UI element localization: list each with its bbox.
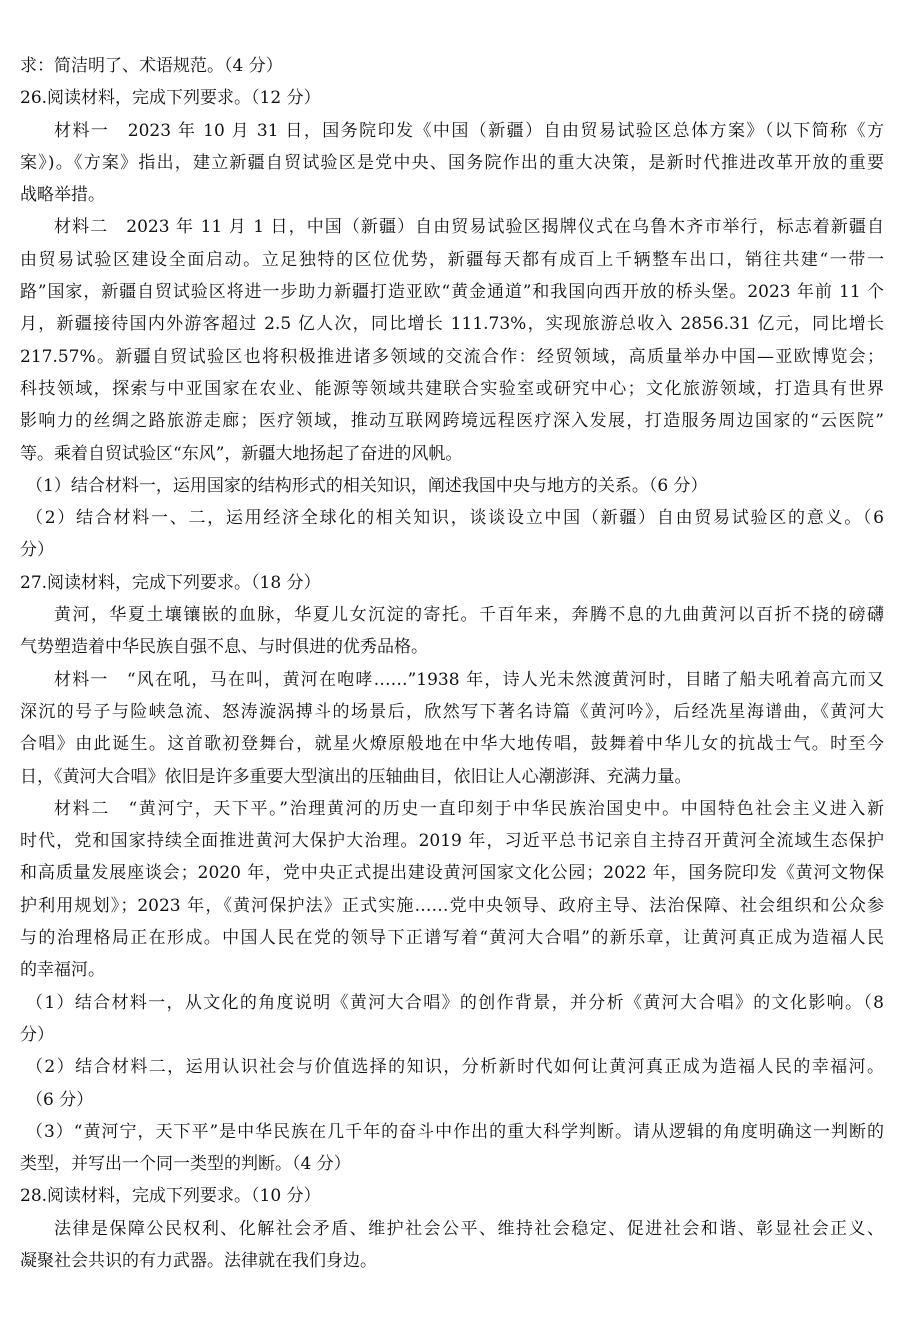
- text-line: 由贸易试验区建设全面启动。立足独特的区位优势，新疆每天都有成百上千辆整车出口，销往共建“一带一: [20, 249, 884, 270]
- text-line: 材料一 “风在吼，马在叫，黄河在咆哮……”1938 年，诗人光未然渡黄河时，目睹了船夫吼着高亢而又: [54, 669, 884, 690]
- text-line: 材料一 2023 年 10 月 31 日，国务院印发《中国（新疆）自由贸易试验区总体方案》（以下简称《方: [54, 120, 884, 141]
- text-line: 黄河，华夏土壤镶嵌的血脉，华夏儿女沉淀的寄托。千百年来，奔腾不息的九曲黄河以百折不挠的磅礴: [54, 605, 884, 626]
- text-line: 深沉的号子与险峡急流、怒涛漩涡搏斗的场景后，欣然写下著名诗篇《黄河吟》，后经冼星海谱曲，《黄河大: [20, 701, 884, 722]
- text-line: 月，新疆接待国内外游客超过 2.5 亿人次，同比增长 111.73%，实现旅游总收入 2856.31 亿元，同比增长: [20, 314, 884, 335]
- text-line: 影响力的丝绸之路旅游走廊；医疗领域，推动互联网跨境远程医疗深入发展，打造服务周边国家的“云医院”: [20, 411, 884, 432]
- text-line: 凝聚社会共识的有力武器。法律就在我们身边。: [20, 1250, 377, 1271]
- text-line: （1）结合材料一，运用国家的结构形式的相关知识，阐述我国中央与地方的关系。（6 分）: [26, 475, 708, 496]
- text-line: 时代，党和国家持续全面推进黄河大保护大治理。2019 年，习近平总书记亲自主持召开黄河全流域生态保护: [20, 831, 884, 852]
- text-line: 和高质量发展座谈会；2020 年，党中央正式提出建设黄河国家文化公园；2022 年，国务院印发《黄河文物保: [20, 863, 884, 884]
- text-line: 案》)。《方案》指出，建立新疆自贸试验区是党中央、国务院作出的重大决策，是新时代推进改革开放的重要: [20, 152, 884, 173]
- text-line: 等。乘着自贸试验区“东风”，新疆大地扬起了奋进的风帆。: [20, 443, 463, 464]
- text-line: 与的治理格局正在形成。中国人民在党的领导下正谱写着“黄河大合唱”的新乐章，让黄河真正成为造福人民: [20, 928, 884, 949]
- text-line: （1）结合材料一，从文化的角度说明《黄河大合唱》的创作背景，并分析《黄河大合唱》的文化影响。（8: [26, 992, 884, 1013]
- text-line: （6 分）: [26, 1089, 94, 1110]
- text-line: 28.阅读材料，完成下列要求。（10 分）: [20, 1186, 321, 1207]
- text-line: 法律是保障公民权利、化解社会矛盾、维护社会公平、维持社会稳定、促进社会和谐、彰显社会正义、: [54, 1218, 884, 1239]
- text-line: 战略举措。: [20, 185, 105, 206]
- text-line: 路”国家，新疆自贸试验区将进一步助力新疆打造亚欧“黄金通道”和我国向西开放的桥头堡。2023 年前 11 个: [20, 282, 884, 303]
- text-line: 类型，并写出一个同一类型的判断。（4 分）: [20, 1154, 351, 1175]
- text-line: 27.阅读材料，完成下列要求。（18 分）: [20, 572, 321, 593]
- text-line: （2）结合材料一、二，运用经济全球化的相关知识，谈谈设立中国（新疆）自由贸易试验区的意义。（6: [26, 508, 884, 529]
- text-line: （3）“黄河宁，天下平”是中华民族在几千年的奋斗中作出的重大科学判断。请从逻辑的角度明确这一判断的: [26, 1121, 884, 1142]
- text-line: 求：简洁明了、术语规范。（4 分）: [20, 56, 283, 76]
- text-line: 26.阅读材料，完成下列要求。（12 分）: [20, 88, 321, 109]
- text-line: 合唱》由此诞生。这首歌初登舞台，就星火燎原般地在中华大地传唱，鼓舞着中华儿女的抗战士气。时至今: [20, 734, 884, 755]
- text-line: （2）结合材料二，运用认识社会与价值选择的知识，分析新时代如何让黄河真正成为造福人民的幸福河。: [26, 1057, 884, 1078]
- text-line: 材料二 “黄河宁，天下平。”治理黄河的历史一直印刻于中华民族治国史中。中国特色社会主义进入新: [54, 798, 884, 819]
- text-line: 气势塑造着中华民族自强不息、与时俱进的优秀品格。: [20, 637, 428, 658]
- text-line: 科技领域，探索与中亚国家在农业、能源等领域共建联合实验室或研究中心；文化旅游领域，打造具有世界: [20, 378, 884, 399]
- text-line: 材料二 2023 年 11 月 1 日，中国（新疆）自由贸易试验区揭牌仪式在乌鲁木齐市举行，标志着新疆自: [54, 217, 884, 238]
- text-line: 217.57%。新疆自贸试验区也将积极推进诸多领域的交流合作：经贸领域，高质量举办中国—亚欧博览会；: [20, 346, 884, 367]
- text-line: 的幸福河。: [20, 960, 105, 981]
- text-line: 日，《黄河大合唱》依旧是许多重要大型演出的压轴曲目，依旧让人心潮澎湃、充满力量。: [20, 766, 692, 787]
- text-line: 分）: [20, 1024, 54, 1045]
- text-line: 护利用规划》；2023 年，《黄河保护法》正式实施……党中央领导、政府主导、法治保障、社会组织和公众参: [20, 895, 884, 916]
- text-line: 分）: [20, 540, 54, 561]
